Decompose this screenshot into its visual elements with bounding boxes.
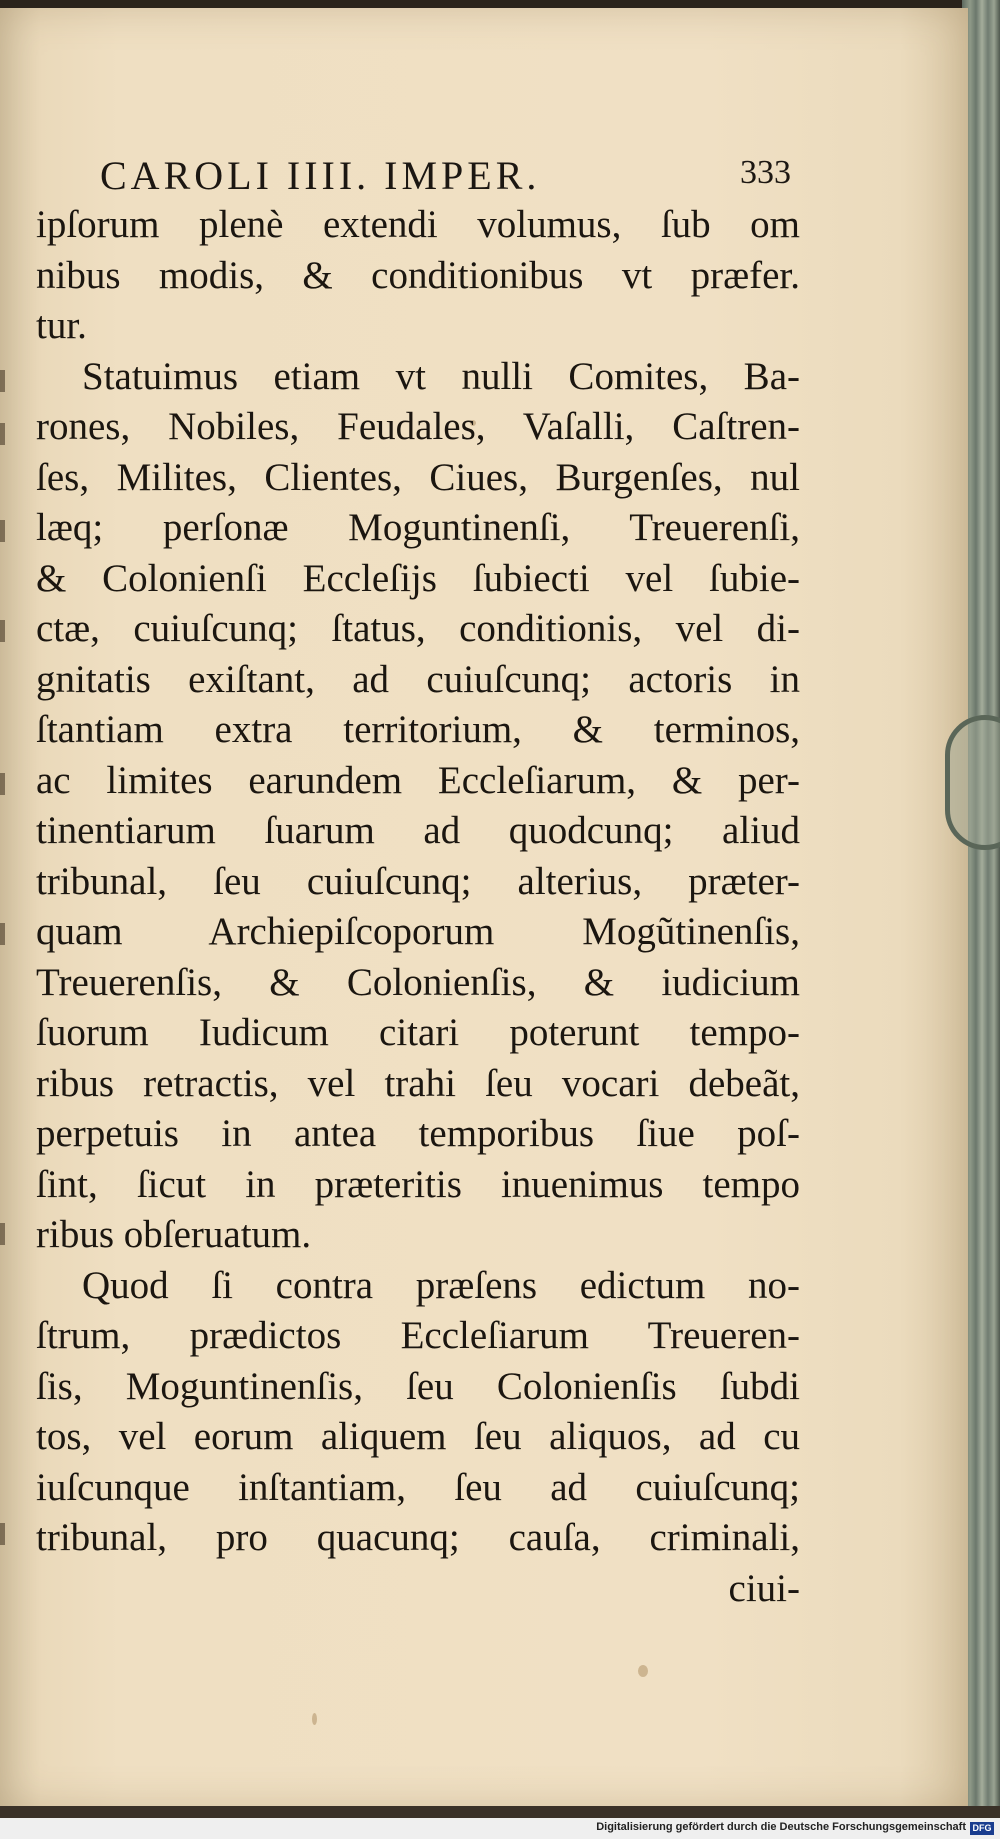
text-line: & Colonienſi Eccleſijs ſubiecti vel ſubie- (36, 556, 800, 600)
paper-speck (638, 1665, 648, 1677)
edge-mark (0, 423, 5, 445)
text-line: Statuimus etiam vt nulli Comites, Ba- (82, 354, 800, 398)
dfg-logo: DFG (970, 1822, 994, 1835)
digitization-credit: Digitalisierung gefördert durch die Deutsche Forschungsgemeinschaft (596, 1821, 966, 1833)
text-line: tribunal, ſeu cuiuſcunq; alterius, præter- (36, 859, 800, 903)
text-line: iuſcunque inſtantiam, ſeu ad cuiuſcunq; (36, 1465, 800, 1509)
text-line: tur. (36, 304, 87, 347)
edge-mark (0, 923, 5, 945)
text-line: ſtrum, prædictos Eccleſiarum Treueren- (36, 1314, 800, 1357)
credit-bar (0, 1818, 1000, 1839)
text-line: ſuorum Iudicum citari poterunt tempo- (36, 1011, 800, 1054)
text-line: ac limites earundem Eccleſiarum, & per- (36, 758, 800, 802)
text-line: quam Archiepiſcoporum Mogũtinenſis, (36, 910, 800, 953)
text-line: perpetuis in antea temporibus ſiue poſ- (36, 1112, 800, 1155)
book-clasp (945, 715, 1000, 850)
edge-mark (0, 773, 5, 795)
bottom-edge (0, 1806, 1000, 1818)
text-line: nibus modis, & conditionibus vt præfer. (36, 253, 800, 297)
text-line: ribus obſeruatum. (36, 1213, 312, 1256)
edge-mark (0, 1223, 5, 1245)
text-line: ſtantiam extra territorium, & terminos, (36, 708, 800, 751)
text-line: gnitatis exiſtant, ad cuiuſcunq; actoris in (36, 657, 800, 701)
edge-mark (0, 520, 5, 542)
edge-mark (0, 620, 5, 642)
text-line: tribunal, pro quacunq; cauſa, criminali, (36, 1516, 800, 1559)
body-text (36, 200, 800, 1614)
catchword: ciui- (728, 1566, 800, 1610)
text-line: ſint, ſicut in præteritis inuenimus tempo (36, 1162, 800, 1206)
text-line: Treuerenſis, & Colonienſis, & iudicium (36, 960, 800, 1004)
running-head (100, 152, 800, 200)
text-line: ribus retractis, vel trahi ſeu vocari debeãt, (36, 1061, 800, 1105)
text-line: ſis, Moguntinenſis, ſeu Colonienſis ſubdi (36, 1364, 800, 1408)
text-line: Quod ſi contra præſens edictum no- (82, 1263, 800, 1307)
edge-mark (0, 370, 5, 392)
text-line: ctæ, cuiuſcunq; ſtatus, conditionis, vel di- (36, 607, 800, 650)
edge-mark (0, 1523, 5, 1545)
text-line: læq; perſonæ Moguntinenſi, Treuerenſi, (36, 506, 800, 549)
text-line: ſes, Milites, Clientes, Ciues, Burgenſes, nul (36, 455, 800, 499)
page-number: 333 (740, 154, 791, 191)
paper-speck (312, 1713, 317, 1725)
running-head-title: CAROLI IIII. IMPER. (100, 153, 541, 198)
text-line: tos, vel eorum aliquem ſeu aliquos, ad cu (36, 1415, 800, 1458)
text-line: rones, Nobiles, Feudales, Vaſalli, Caſtren- (36, 405, 800, 448)
text-line: tinentiarum ſuarum ad quodcunq; aliud (36, 809, 800, 852)
text-line: ipſorum plenè extendi volumus, ſub om (36, 203, 800, 246)
